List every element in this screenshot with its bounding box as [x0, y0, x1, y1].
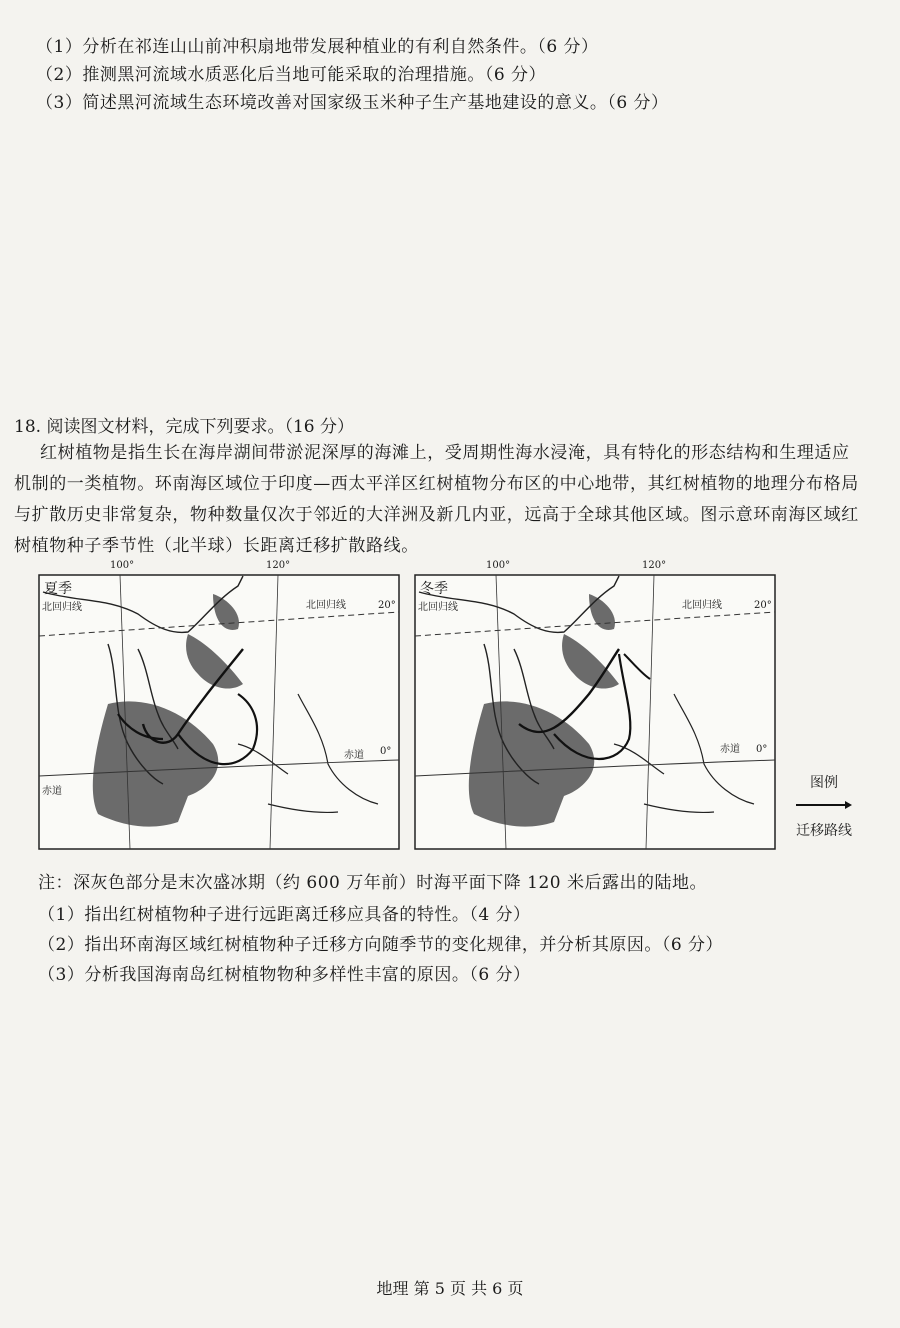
summer-lon-120-label: 120° — [266, 560, 291, 571]
map-note: 注：深灰色部分是末次盛冰期（约 600 万年前）时海平面下降 120 米后露出的陆地。 — [38, 873, 708, 893]
route-arrow-icon — [795, 800, 853, 810]
map-legend — [784, 772, 864, 840]
summer-tropic-left-label: 北回归线 — [42, 602, 82, 613]
summer-lon-100-label: 100° — [110, 560, 135, 571]
winter-map-figure — [414, 574, 776, 850]
summer-equator-right-label: 赤道 — [344, 750, 364, 761]
legend-route-label: 迁移路线 — [796, 823, 852, 839]
question-18-title: 18. 阅读图文材料，完成下列要求。（16 分） — [14, 417, 354, 437]
winter-lon-120-label: 120° — [642, 560, 667, 571]
page-footer: 地理 第 5 页 共 6 页 — [376, 1279, 524, 1298]
summer-map-figure — [38, 574, 400, 850]
winter-tropic-left-label: 北回归线 — [418, 602, 458, 613]
legend-title: 图例 — [810, 775, 838, 791]
winter-tropic-right-label: 北回归线 — [682, 600, 722, 611]
summer-equator-left-label: 赤道 — [42, 786, 62, 797]
summer-lat-20-label: 20° — [378, 600, 396, 611]
winter-map — [414, 560, 776, 850]
question-17-1: （1）分析在祁连山山前冲积扇地带发展种植业的有利自然条件。（6 分） — [36, 37, 599, 57]
summer-season-label: 夏季 — [44, 581, 72, 597]
winter-season-label: 冬季 — [420, 581, 448, 597]
question-17-2: （2）推测黑河流域水质恶化后当地可能采取的治理措施。（6 分） — [36, 65, 547, 85]
summer-map — [38, 560, 400, 850]
summer-tropic-right-label: 北回归线 — [306, 600, 346, 611]
question-18-3: （3）分析我国海南岛红树植物物种多样性丰富的原因。（6 分） — [38, 965, 531, 985]
winter-lat-0-label: 0° — [756, 744, 768, 755]
question-18-paragraph: 红树植物是指生长在海岸湖间带淤泥深厚的海滩上，受周期性海水浸淹，具有特化的形态结构和生理适应机制的一类植物。环南海区域位于印度—西太平洋区红树植物分布区的中心地带，其红树植物的地理分布格局与扩散历史非常复杂，物种数量仅次于邻近的大洋洲及新几内亚，远高于全球其他区域。图示意环南海区域红树植物种子季节性（北半球）长距离迁移扩散路线。 — [14, 443, 859, 556]
summer-lat-0-label: 0° — [380, 746, 392, 757]
winter-equator-right-label: 赤道 — [720, 744, 740, 755]
winter-lon-100-label: 100° — [486, 560, 511, 571]
question-18-1: （1）指出红树植物种子进行远距离迁移应具备的特性。（4 分） — [38, 905, 531, 925]
question-17-3: （3）简述黑河流域生态环境改善对国家级玉米种子生产基地建设的意义。（6 分） — [36, 93, 669, 113]
question-18-2: （2）指出环南海区域红树植物种子迁移方向随季节的变化规律，并分析其原因。（6 分） — [38, 935, 724, 955]
winter-lat-20-label: 20° — [754, 600, 772, 611]
